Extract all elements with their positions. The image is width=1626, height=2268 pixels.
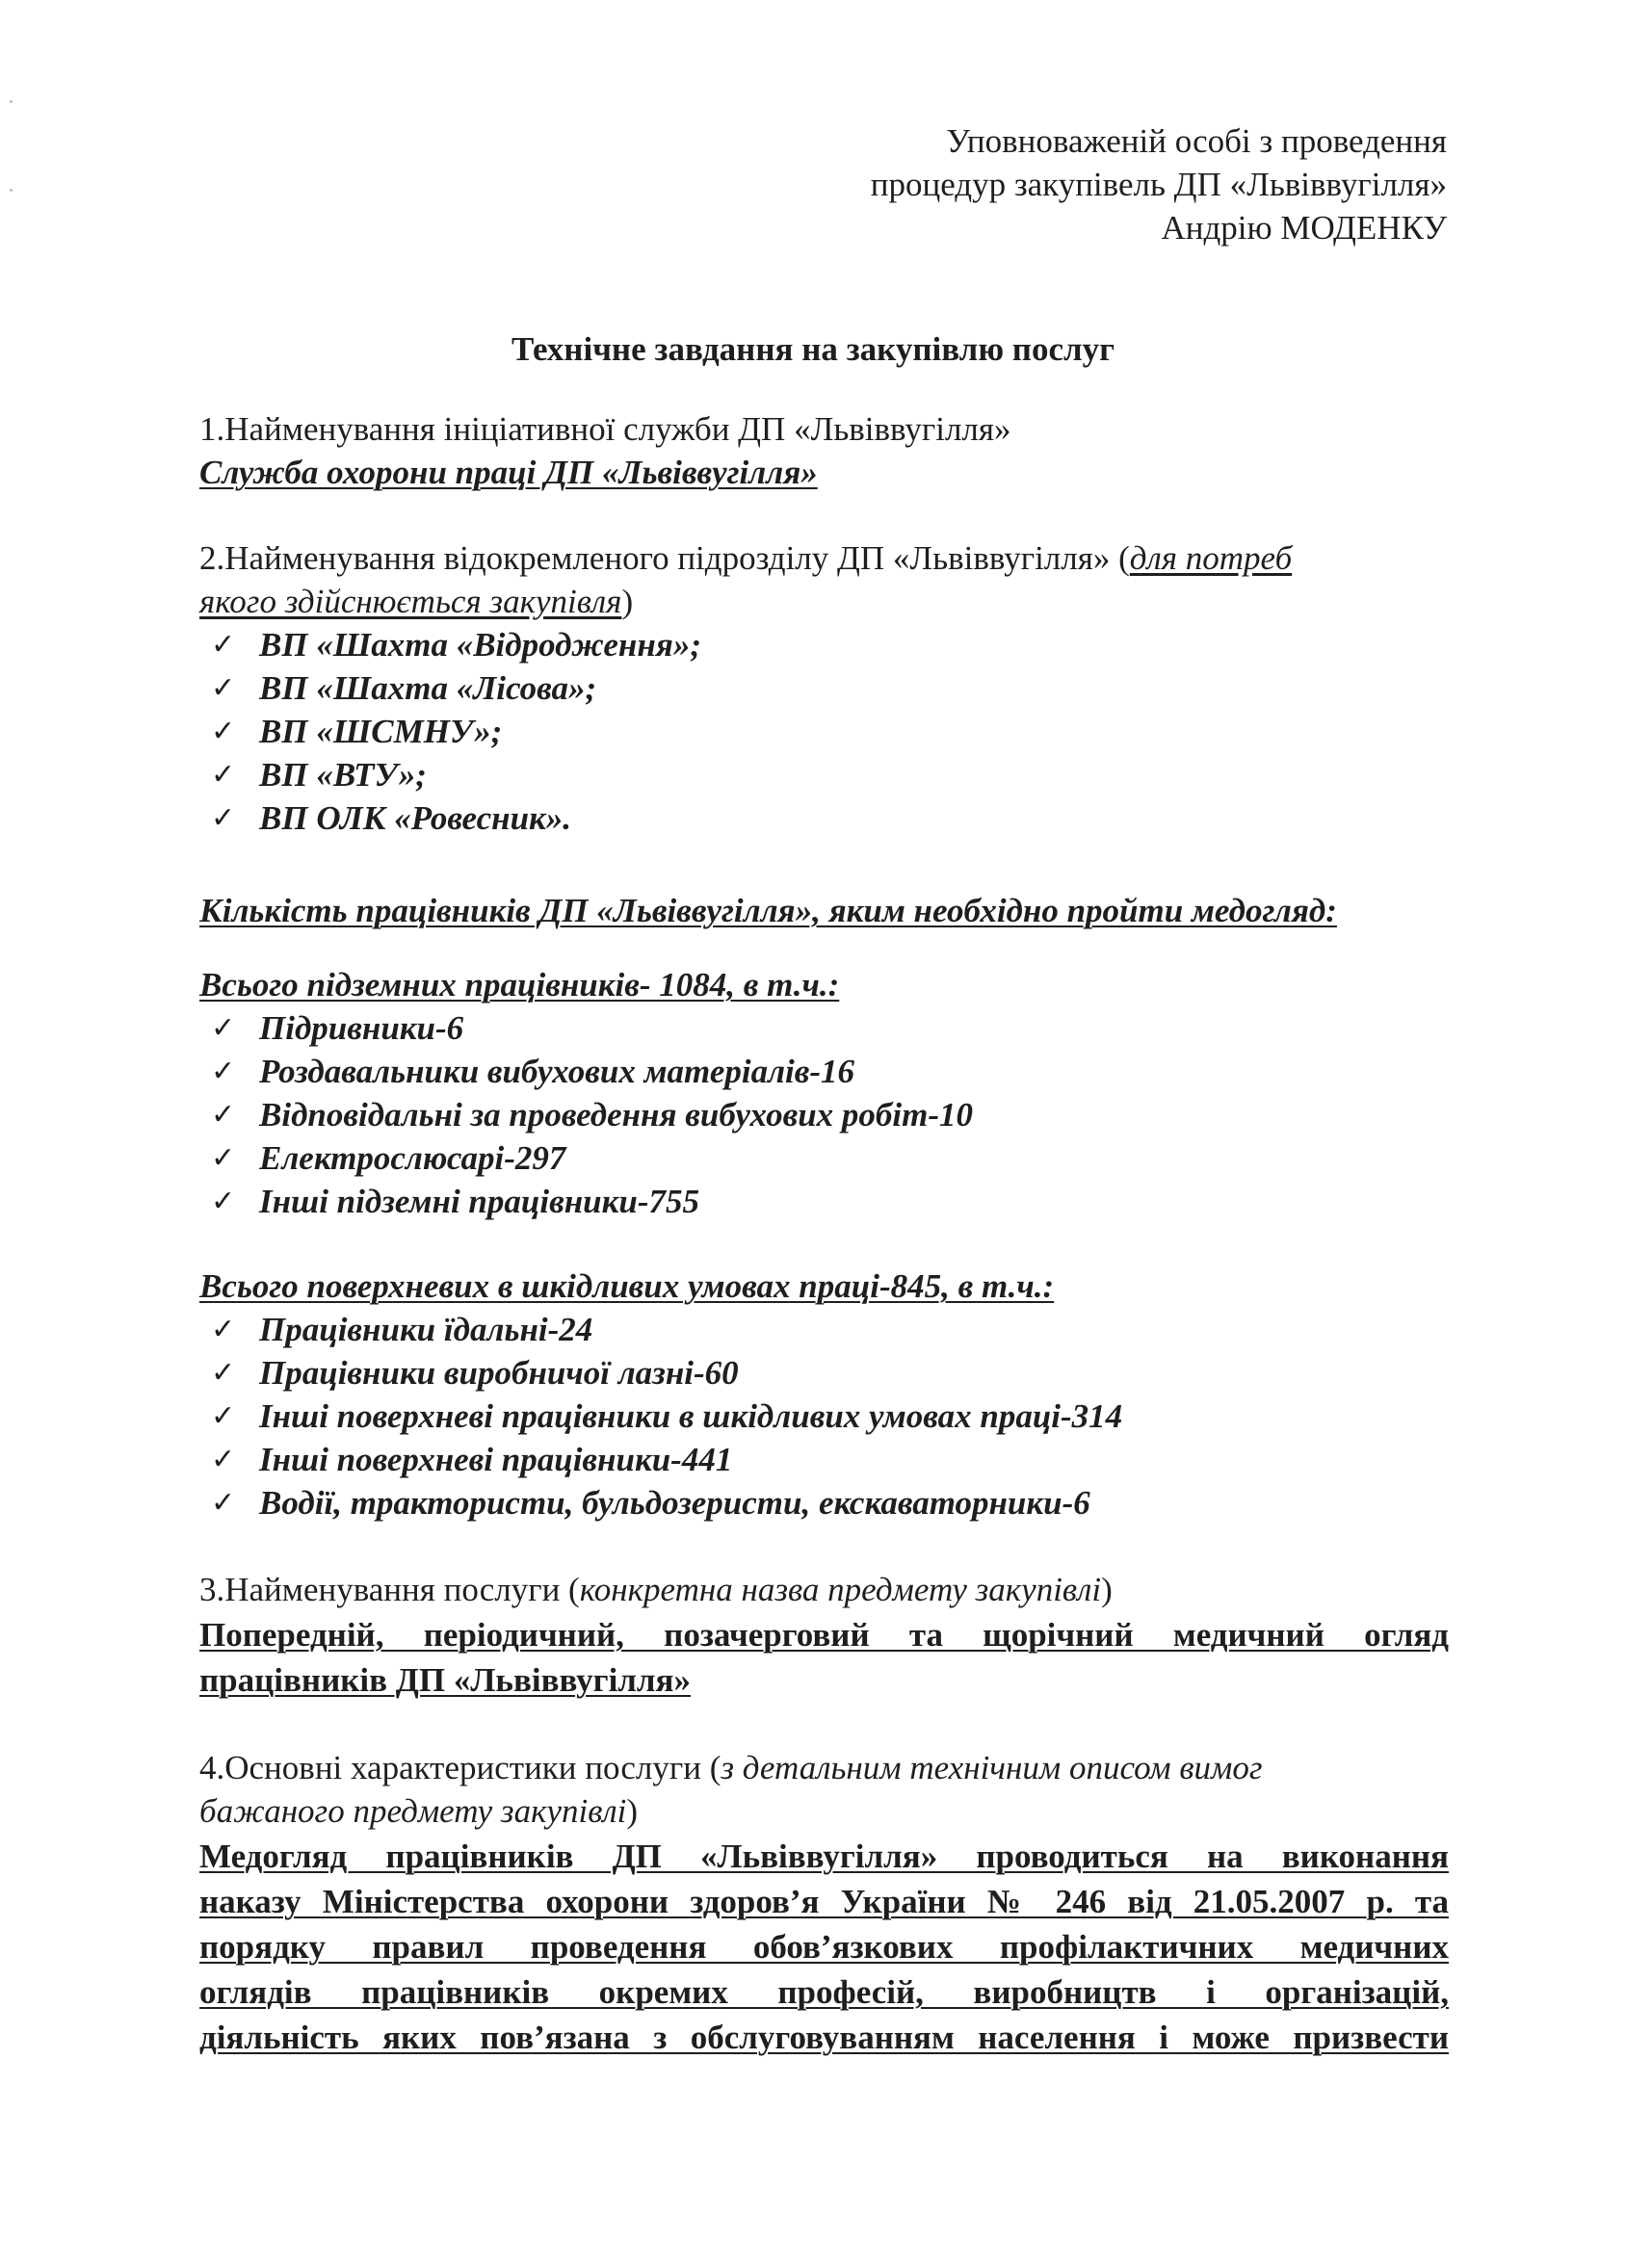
section-4-heading-cont (199, 1789, 1449, 1833)
list-item-text: ВП ОЛК «Ровесник». (259, 799, 572, 837)
section-4-value-line: оглядів працівників окремих професій, виробництв і організацій, (199, 1973, 1449, 2011)
section-3-heading (199, 1568, 1449, 1611)
check-icon: ✓ (211, 1185, 236, 1218)
list-item-text: Працівники їдальні-24 (259, 1311, 593, 1348)
check-icon: ✓ (211, 1486, 236, 1520)
section-2-heading-note: якого здійснюється закупівля (199, 583, 622, 620)
surface-workers (199, 1264, 1449, 1525)
scan-speck (10, 100, 13, 103)
underground-list (199, 1006, 1449, 1223)
section-2 (199, 536, 1449, 840)
list-item-text: ВП «Шахта «Відродження»; (259, 626, 701, 664)
list-item-text: Електрослюсарі-297 (259, 1139, 566, 1177)
section-2-heading-close: ) (621, 583, 634, 620)
section-4-value-line: діяльність яких пов’язана з обслуговуванням населення і може призвести (199, 2019, 1449, 2056)
list-item-text: Працівники виробничої лазні-60 (259, 1354, 739, 1392)
section-2-heading-cont (199, 580, 1449, 623)
list-item-text: Водії, трактористи, бульдозеристи, екскаваторники-6 (259, 1484, 1090, 1522)
list-item (199, 623, 1449, 666)
section-3-value: Попередній, періодичний, позачерговий та щорічний медичний огляд (199, 1616, 1449, 1654)
underground-workers (199, 963, 1449, 1223)
section-1-heading: 1.Найменування ініціативної служби ДП «Львіввугілля» (199, 410, 1011, 448)
list-item (199, 1180, 1449, 1223)
section-3-heading-text: 3.Найменування послуги ( (199, 1571, 580, 1608)
list-item (199, 1481, 1449, 1525)
list-item (199, 1006, 1449, 1050)
check-icon: ✓ (211, 1399, 236, 1433)
workers-heading: Кількість працівників ДП «Львіввугілля», яким необхідно пройти медогляд: (199, 892, 1337, 929)
document-title: Технічне завдання на закупівлю послуг (511, 330, 1115, 368)
section-3-heading-close: ) (1101, 1571, 1113, 1608)
check-icon: ✓ (211, 1098, 236, 1132)
check-icon: ✓ (211, 1055, 236, 1088)
addressee-name: Андрію МОДЕНКУ (1161, 209, 1447, 247)
check-icon: ✓ (211, 1313, 236, 1346)
section-4-heading-text: 4.Основні характеристики послуги ( (199, 1749, 721, 1786)
section-4-value-line: порядку правил проведення обов’язкових профілактичних медичних (199, 1928, 1449, 1966)
addressee-line: процедур закупівель ДП «Львіввугілля» (870, 166, 1447, 203)
list-item (199, 1093, 1449, 1136)
section-4-value-line: Медогляд працівників ДП «Львіввугілля» проводиться на виконання (199, 1838, 1449, 1875)
section-3 (199, 1568, 1449, 1702)
list-item-text: Інші підземні працівники-755 (259, 1183, 699, 1220)
surface-list (199, 1308, 1449, 1525)
addressee-block (871, 119, 1447, 249)
section-1 (199, 407, 1449, 494)
section-4-heading-note: з детальним технічним описом вимог (721, 1749, 1263, 1786)
list-item (199, 1050, 1449, 1093)
list-item-text: Інші поверхневі працівники в шкідливих умовах праці-314 (259, 1397, 1123, 1435)
list-item (199, 1136, 1449, 1180)
list-item (199, 1351, 1449, 1395)
list-item-text: ВП «ВТУ»; (259, 756, 427, 794)
check-icon: ✓ (211, 801, 236, 835)
addressee-line: Уповноваженій особі з проведення (946, 122, 1447, 160)
check-icon: ✓ (211, 671, 236, 705)
workers-section (199, 889, 1449, 932)
list-item-text: Інші поверхневі працівники-441 (259, 1441, 733, 1478)
list-item-text: ВП «ШСМНУ»; (259, 713, 503, 750)
check-icon: ✓ (211, 1011, 236, 1045)
check-icon: ✓ (211, 1356, 236, 1390)
underground-heading: Всього підземних працівників- 1084, в т.ч.: (199, 966, 840, 1004)
subdivision-list (199, 623, 1449, 840)
list-item-text: Роздавальники вибухових матеріалів-16 (259, 1053, 855, 1090)
list-item (199, 796, 1449, 840)
check-icon: ✓ (211, 1443, 236, 1476)
section-3-value: працівників ДП «Львіввугілля» (199, 1661, 691, 1699)
scan-speck (10, 189, 13, 192)
section-4-heading-note: бажаного предмету закупівлі (199, 1792, 627, 1830)
list-item (199, 753, 1449, 796)
section-2-heading-note: для потреб (1129, 539, 1293, 577)
check-icon: ✓ (211, 628, 236, 662)
check-icon: ✓ (211, 758, 236, 792)
section-4-value-line: наказу Міністерства охорони здоров’я України № 246 від 21.05.2007 р. та (199, 1883, 1449, 1920)
list-item-text: Відповідальні за проведення вибухових робіт-10 (259, 1096, 973, 1134)
section-2-heading-text: 2.Найменування відокремленого підрозділу ДП «Львіввугілля» ( (199, 539, 1130, 577)
list-item-text: ВП «Шахта «Лісова»; (259, 669, 597, 707)
check-icon: ✓ (211, 715, 236, 748)
section-4 (199, 1746, 1449, 2059)
surface-heading: Всього поверхневих в шкідливих умовах праці-845, в т.ч.: (199, 1267, 1055, 1305)
list-item (199, 710, 1449, 753)
list-item-text: Підривники-6 (259, 1009, 464, 1047)
list-item (199, 1438, 1449, 1481)
list-item (199, 1308, 1449, 1351)
list-item (199, 666, 1449, 710)
section-4-heading (199, 1746, 1449, 1789)
section-1-value: Служба охорони праці ДП «Львіввугілля» (199, 454, 818, 491)
section-3-heading-note: конкретна назва предмету закупівлі (579, 1571, 1102, 1608)
section-4-heading-close: ) (626, 1792, 639, 1830)
section-2-heading (199, 536, 1449, 580)
list-item (199, 1395, 1449, 1438)
check-icon: ✓ (211, 1141, 236, 1175)
